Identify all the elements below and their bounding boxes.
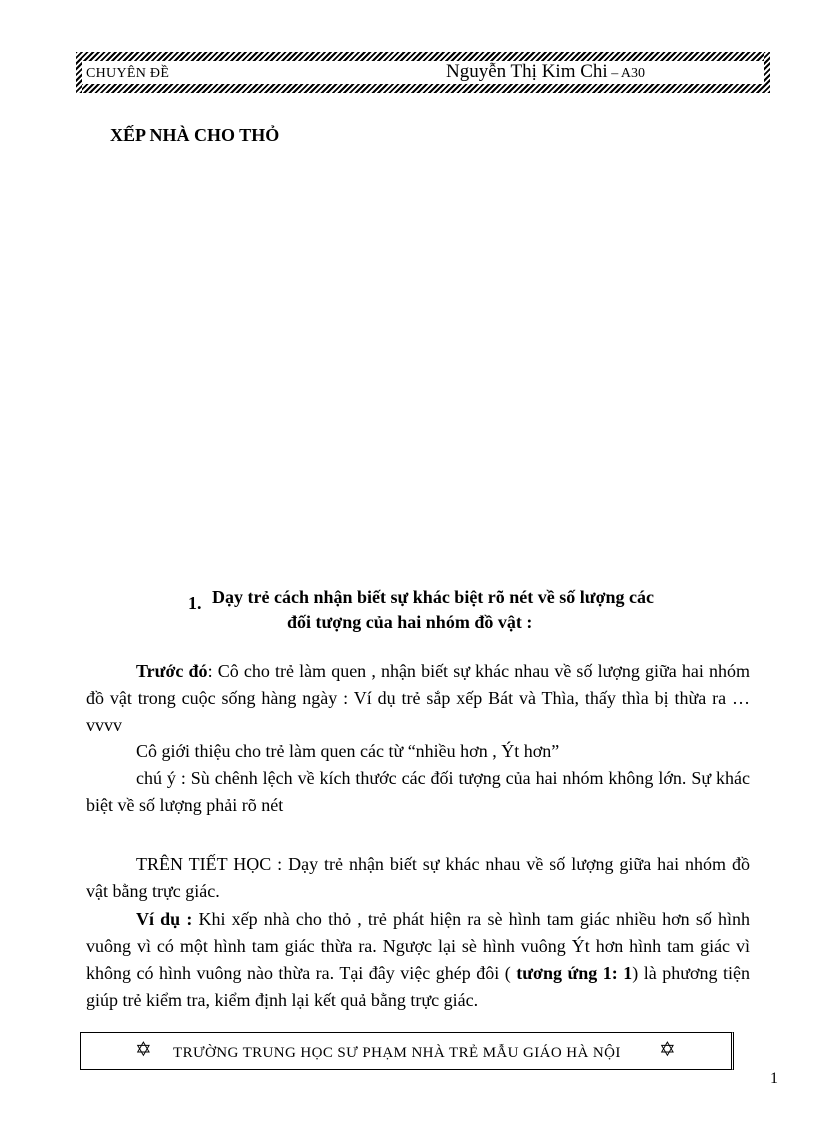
header-left-border bbox=[76, 52, 82, 93]
footer-box bbox=[80, 1032, 734, 1070]
paragraph-introduce bbox=[86, 738, 750, 765]
section-heading-line2: đối tượng của hai nhóm đồ vật : bbox=[287, 612, 533, 632]
footer-school-name: TRƯỜNG TRUNG HỌC SƯ PHẠM NHÀ TRẺ MẪU GIÁO HÀ NỘI bbox=[173, 1045, 621, 1061]
paragraph-lesson bbox=[86, 851, 750, 905]
header-bottom-border bbox=[76, 84, 770, 93]
paragraph-note bbox=[86, 765, 750, 819]
header-author bbox=[446, 61, 645, 83]
page-title: XẾP NHÀ CHO THỎ bbox=[110, 125, 280, 145]
paragraph-example-label: Ví dụ : bbox=[136, 909, 193, 929]
paragraph-example-text-a: Khi xếp nhà cho thỏ , trẻ phát hiện ra sè hình tam giác nhiều hơn số hình vuông vì có một hình tam giác thừa ra. Ngược lại sè hình vuông Ýt hơn hình tam giác vì không có hình vuông nào thừa ra. Tại đây việc ghép đôi ( bbox=[86, 909, 750, 983]
author-class: – A30 bbox=[607, 66, 646, 81]
paragraph-introduce-text: Cô giới thiệu cho trẻ làm quen các từ “nhiều hơn , Ýt hơn” bbox=[136, 741, 560, 761]
paragraph-before bbox=[86, 658, 750, 739]
paragraph-example bbox=[86, 906, 750, 1014]
page-number: 1 bbox=[770, 1070, 778, 1087]
star-icon: ✡ bbox=[135, 1039, 152, 1061]
paragraph-before-text: : Cô cho trẻ làm quen , nhận biết sự khác nhau về số lượng giữa hai nhóm đồ vật trong cuộc sống hàng ngày : Ví dụ trẻ sắp xếp Bát và Thìa, thấy thìa bị thừa ra …vvvv bbox=[86, 661, 750, 735]
section-heading-line1: Dạy trẻ cách nhận biết sự khác biệt rõ nét về số lượng các bbox=[212, 587, 655, 607]
star-icon: ✡ bbox=[659, 1039, 676, 1061]
paragraph-example-text-b: ) là phương tiện giúp trẻ kiểm tra, kiểm định lại kết quả bằng trực giác. bbox=[86, 963, 750, 1010]
section-number: 1. bbox=[188, 593, 202, 613]
paragraph-example-bold: tương ứng 1: 1 bbox=[510, 963, 633, 983]
header-top-border bbox=[76, 52, 770, 61]
author-name: Nguyễn Thị Kim Chi bbox=[446, 61, 608, 82]
paragraph-before-label: Trước đó bbox=[136, 661, 208, 681]
paragraph-lesson-text: TRÊN TIẾT HỌC : Dạy trẻ nhận biết sự khác nhau về số lượng giữa hai nhóm đồ vật bằng trực giác. bbox=[86, 854, 750, 901]
header-label: CHUYÊN ĐỀ bbox=[86, 66, 170, 81]
header-right-border bbox=[764, 52, 770, 93]
paragraph-note-text: chú ý : Sù chênh lệch về kích thước các đối tượng của hai nhóm không lớn. Sự khác biệt về số lượng phải rõ nét bbox=[86, 768, 750, 815]
